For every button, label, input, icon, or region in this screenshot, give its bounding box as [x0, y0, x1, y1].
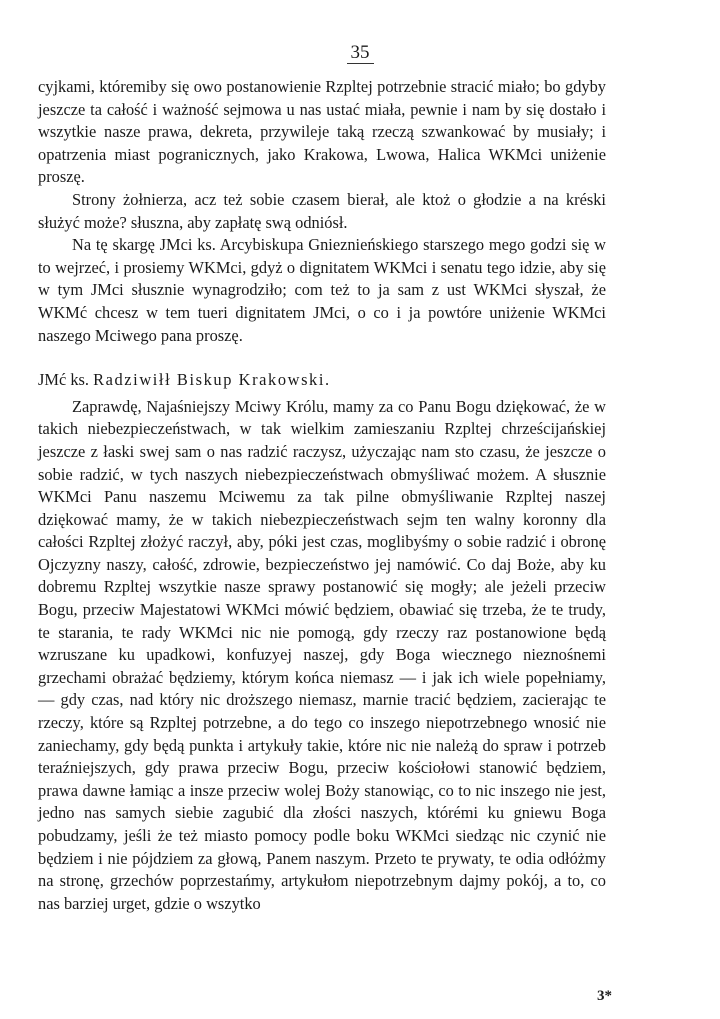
page-number — [0, 42, 720, 64]
paragraph-speech: Zaprawdę, Najaśniejszy Mciwy Królu, mamy za co Panu Bogu dziękować, że w takich niebezpieczeństwach, w tak wielkim zamieszaniu Rzpltej chrześcijańskiej jeszcze z łaski swej sam o nas radzić raczysz, użyczając nam sto czasu, że jeszcze o sobie radzić, w tych naszych niebezpieczeństwach obmyśliwać możem. A słusznie WKMci Panu naszemu Mciwemu za tak pilne obmyśliwanie Rzpltej naszej dziękować mamy, że w takich niebezpieczeństwach sejm ten walny koronny dla całości Rzpltej złożyć raczył, aby, póki jest czas, moglibyśmy o sobie radzić i obronę Ojczyzny naszy, całość, zdrowie, bezpieczeństwo jej namówić. Co daj Boże, aby ku dobremu Rzpltej wszytkie nasze sprawy postanowić się mogły; ale jeżeli przeciw Bogu, przeciw Majestatowi WKMci mówić będziem, obawiać się trzeba, że te trudy, te starania, te rady WKMci nic nie pomogą, gdy rzeczy raz postanowione będą wzruszane ku upadkowi, konfuzyej naszej, gdy Boga wiecznego nieznośnemi grzechami obrażać będziemy, którym końca niemasz — i jak ich wiele popełniamy, — gdy czas, nad który nic droższego niemasz, marnie tracić będziem, zacierając te rzeczy, które są Rzpltej potrzebne, a do tego co inszego niepotrzebnego wnosić nie zaniechamy, gdy będą punkta i artykuły takie, które nic nie należą do spraw i potrzeb teraźniejszych, gdy prawa przeciw Bogu, przeciw kościołowi stanowić będziem, prawa dawne łamiąc a insze przeciw wolej Boży stanowiąc, co to nic inszego nie jest, jedno nas samych siebie zagubić dla złości naszych, którémi ku gniewu Boga pobudzamy, jeśli że też miasto pomocy podle boku WKMci siedząc nic czynić nie będziem i nie pójdziem za głową, Panem naszym. Przeto te prywaty, te odia odłóżmy na stronę, grzechów poprzestańmy, artykułom niepotrzebnym dajmy pokój, a to, co nas barziej urget, gdzie o wszytko — [38, 396, 606, 913]
signature-mark: 3* — [597, 988, 612, 1004]
body-text — [38, 76, 606, 915]
paragraph-soldiers: Strony żołnierza, acz też sobie czasem bierał, ale ktoż o głodzie a na kréski służyć może? słuszna, aby zapłatę swą odniósł. — [38, 189, 606, 232]
paragraph-archbishop: Na tę skargę JMci ks. Arcybiskupa Gnieznieńskiego starszego mego godzi się w to wejrzeć, i prosiemy WKMci, gdyż o dignitatem WKMci i senatu tego idzie, aby się w tym JMci słusznie wynagrodziło; com też to ja sam z ust WKMci słyszał, że WKMć chcesz w tem tueri dignitatem JMci, o co i ja powtóre uniżenie WKMci naszego Mciwego pana proszę. — [38, 235, 606, 345]
speaker-name: Radziwiłł Biskup Krakowski. — [93, 370, 331, 390]
paragraph-continuation: cyjkami, któremiby się owo postanowienie Rzpltej potrzebnie stracić miało; bo gdyby jeszcze ta całość i ważność sejmowa u nas ustać miała, pewnie i nam by się dostało i wszytkie nasze prawa, dekreta, przywileje taką rzeczą szwankować by musiały; i opatrzenia miast pogranicznych, jako Krakowa, Lwowa, Halica WKMci uniżenie proszę. — [38, 77, 606, 187]
speaker-prefix: JMć ks. — [38, 370, 89, 390]
speaker-heading — [38, 369, 606, 392]
page-number-text: 35 — [347, 42, 374, 64]
